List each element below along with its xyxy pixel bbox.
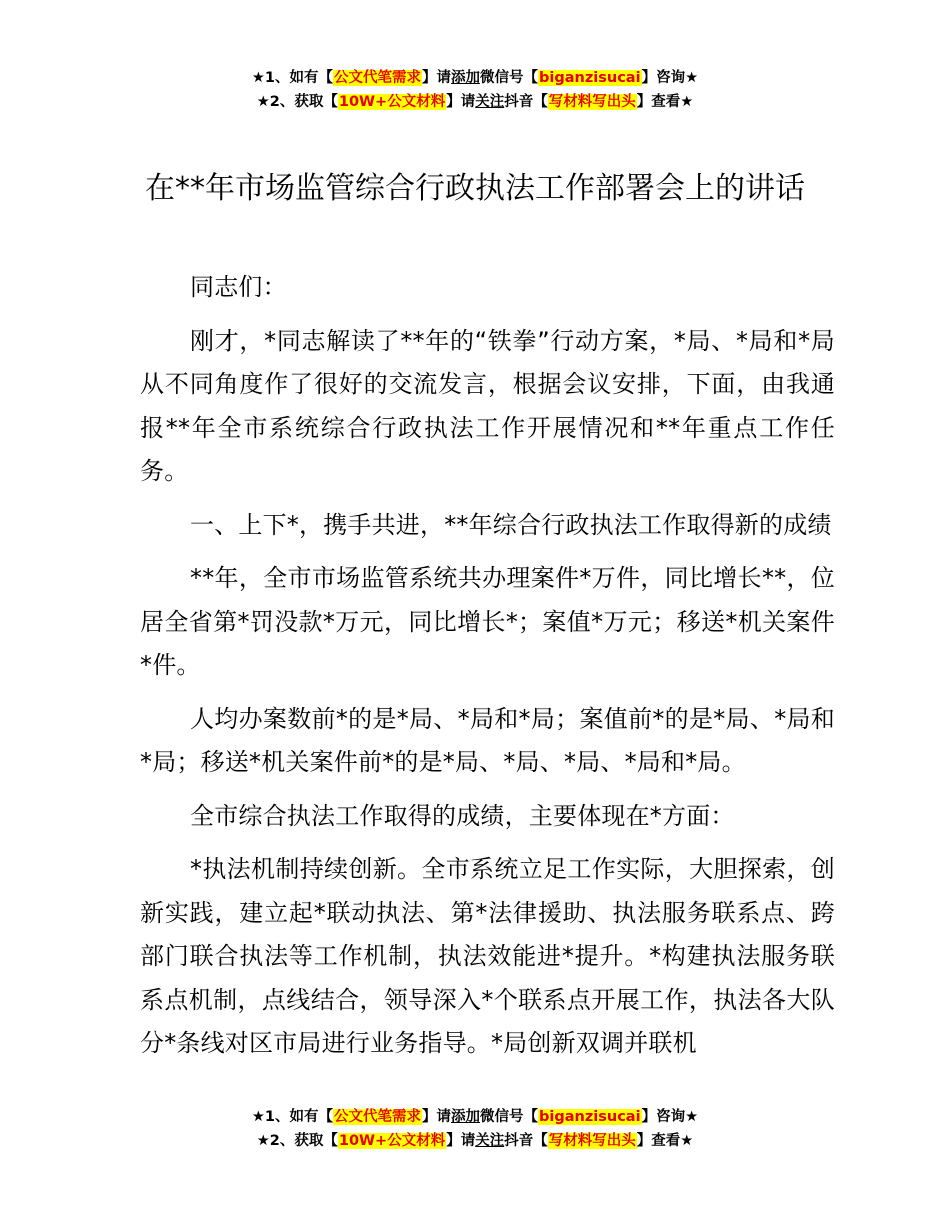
- banner-line-1: [0, 66, 950, 90]
- document-title: 在**年市场监管综合行政执法工作部署会上的讲话: [145, 171, 805, 206]
- highlight-douyin-account: 写材料写出头: [548, 1133, 636, 1149]
- banner-line-1: [0, 1105, 950, 1129]
- paragraph: 人均办案数前*的是*局、*局和*局；案值前*的是*局、*局和*局；移送*机关案件前*的是*局、*局、*局、*局和*局。: [140, 704, 835, 776]
- highlight-service: 公文代笔需求: [334, 70, 422, 86]
- banner-emphasis: 关注: [475, 1133, 505, 1149]
- paragraph: 全市综合执法工作取得的成绩，主要体现在*方面：: [190, 801, 735, 830]
- banner-text: 】查看★: [636, 94, 694, 110]
- banner-text: 】请: [422, 70, 452, 86]
- banner-text: ★1、如有【: [251, 1109, 334, 1125]
- banner-text: 】咨询★: [641, 1109, 699, 1125]
- banner-line-2: [0, 90, 950, 114]
- banner-text: ★2、获取【: [256, 94, 338, 110]
- banner-text: ★1、如有【: [251, 70, 334, 86]
- banner-text: 抖音【: [504, 94, 548, 110]
- highlight-douyin-account: 写材料写出头: [548, 94, 636, 110]
- banner-emphasis: 添加: [451, 1109, 481, 1125]
- banner-text: 】请: [446, 1133, 476, 1149]
- highlight-materials: 10W+公文材料: [338, 94, 446, 110]
- section-heading: 一、上下*，携手共进，**年综合行政执法工作取得新的成绩: [190, 510, 832, 539]
- paragraph: 刚才，*同志解读了**年的“铁拳”行动方案，*局、*局和*局从不同角度作了很好的交流发言，根据会议安排，下面，由我通报**年全市系统综合行政执法工作开展情况和**年重点工作任务。: [140, 326, 835, 485]
- banner-text: 微信号【: [480, 70, 539, 86]
- banner-text: 】查看★: [636, 1133, 694, 1149]
- banner-line-2: [0, 1129, 950, 1153]
- highlight-materials: 10W+公文材料: [338, 1133, 446, 1149]
- document-body: [140, 266, 835, 1076]
- banner-text: 抖音【: [504, 1133, 548, 1149]
- banner-text: 微信号【: [480, 1109, 539, 1125]
- highlight-service: 公文代笔需求: [334, 1109, 422, 1125]
- highlight-wechat-id: biganzisucai: [539, 70, 641, 86]
- banner-text: 】请: [422, 1109, 452, 1125]
- header-banner: [0, 66, 950, 114]
- salutation: 同志们：: [190, 273, 287, 301]
- banner-text: ★2、获取【: [256, 1133, 338, 1149]
- banner-emphasis: 关注: [475, 94, 505, 110]
- banner-text: 】咨询★: [641, 70, 699, 86]
- banner-text: 】请: [446, 94, 476, 110]
- footer-banner: [0, 1105, 950, 1153]
- banner-emphasis: 添加: [451, 70, 481, 86]
- paragraph: *执法机制持续创新。全市系统立足工作实际，大胆探索，创新实践，建立起*联动执法、第*法律援助、执法服务联系点、跨部门联合执法等工作机制，执法效能进*提升。*构建执法服务联系点机制，点线结合，领导深入*个联系点开展工作，执法各大队分*条线对区市局进行业务指导。*局创新双调并联机: [140, 855, 835, 1057]
- paragraph: **年，全市市场监管系统共办理案件*万件，同比增长**，位居全省第*罚没款*万元，同比增长*；案值*万元；移送*机关案件*件。: [140, 564, 835, 679]
- highlight-wechat-id: biganzisucai: [539, 1109, 641, 1125]
